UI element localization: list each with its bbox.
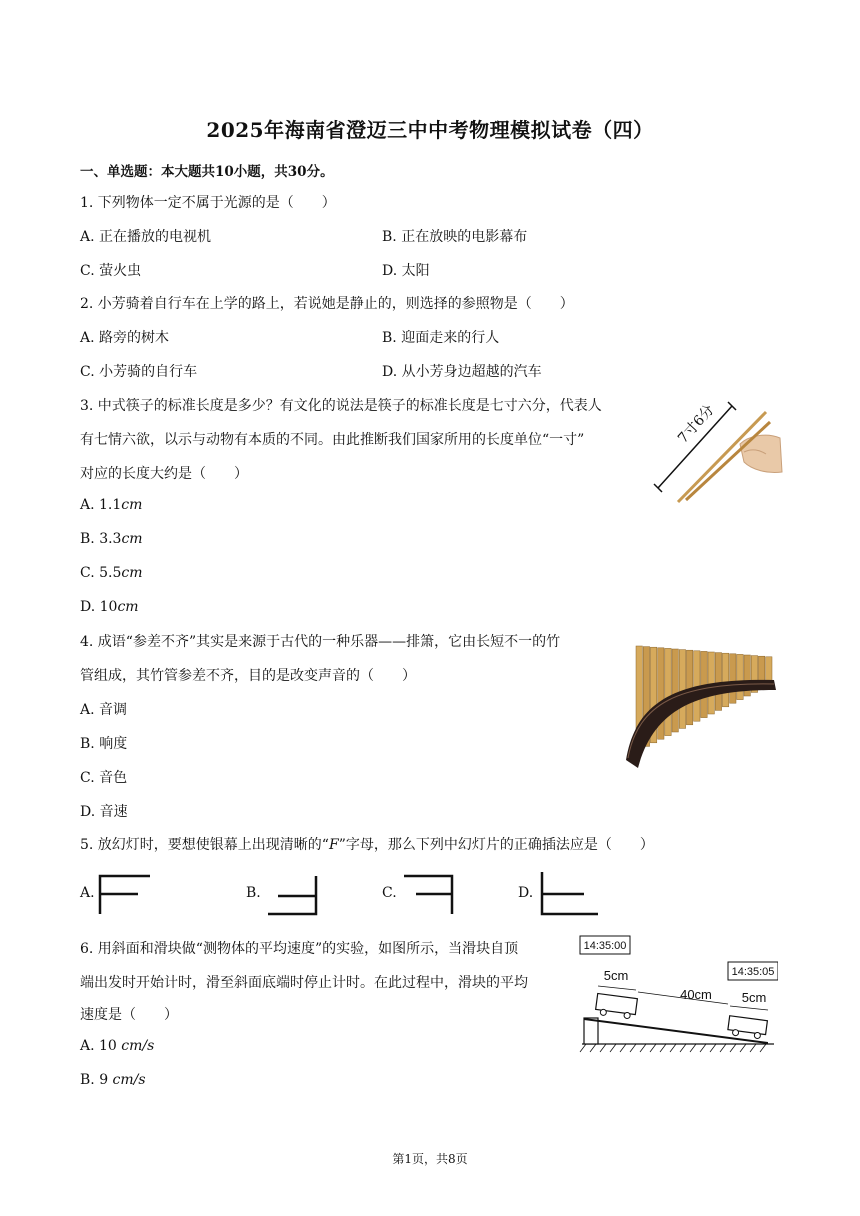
question-2-option-b: B. 迎面走来的行人 xyxy=(382,330,500,346)
end-time-label: 14:35:05 xyxy=(731,966,775,978)
question-3-option-a: A. 1.1cm xyxy=(80,497,143,513)
question-5-option-c: C. xyxy=(382,885,397,901)
question-6-line-3: 速度是（ ） xyxy=(80,1007,178,1023)
question-6-option-b: B. 9 cm/s xyxy=(80,1072,146,1088)
slide-option-c-icon xyxy=(400,872,460,916)
question-5-option-a: A. xyxy=(80,885,95,901)
question-3-line-3: 对应的长度大约是（ ） xyxy=(80,466,248,482)
question-3-line-1: 3. 中式筷子的标准长度是多少？有文化的说法是筷子的标准长度是七寸六分，代表人 xyxy=(80,398,602,414)
question-6-option-a: A. 10 cm/s xyxy=(80,1038,155,1054)
start-time-label: 14:35:00 xyxy=(583,940,627,952)
page-title: 2025年海南省澄迈三中中考物理模拟试卷（四） xyxy=(206,118,654,142)
question-4-option-d: D. 音速 xyxy=(80,804,128,820)
question-4-option-a: A. 音调 xyxy=(80,702,128,718)
question-5-stem: 5. 放幻灯时，要想使银幕上出现清晰的“F”字母，那么下列中幻灯片的正确插法应是（ ） xyxy=(80,837,654,853)
question-4-line-1: 4. 成语“参差不齐”其实是来源于古代的一种乐器——排箫，它由长短不一的竹 xyxy=(80,634,561,650)
question-1-option-b: B. 正在放映的电影幕布 xyxy=(382,229,528,245)
pan-flute-pipe xyxy=(715,653,721,711)
pan-flute-pipe xyxy=(737,654,743,699)
question-3-option-c: C. 5.5cm xyxy=(80,565,143,581)
question-6-line-2: 端出发时开始计时，滑至斜面底端时停止计时。在此过程中，滑块的平均 xyxy=(80,975,528,991)
slide-option-d-icon xyxy=(536,870,602,918)
question-4-option-c: C. 音色 xyxy=(80,770,128,786)
slide-option-a-icon xyxy=(94,872,154,916)
pan-flute-pipe xyxy=(665,648,671,735)
pan-flute-pipe xyxy=(730,654,736,703)
page-footer: 第1页，共8页 xyxy=(392,1152,468,1166)
block-length-label-1: 5cm xyxy=(603,968,629,983)
question-1-option-c: C. 萤火虫 xyxy=(80,263,142,279)
block-length-label-2: 5cm xyxy=(741,990,767,1005)
pan-flute-pipe xyxy=(672,649,678,732)
question-1-option-a: A. 正在播放的电视机 xyxy=(80,229,212,245)
chopsticks-figure xyxy=(648,392,784,504)
slide-option-b-icon xyxy=(264,872,324,916)
question-5-option-d: D. xyxy=(518,885,534,901)
chopsticks-length-label: 7寸6分 xyxy=(675,401,718,447)
question-3-line-2: 有七情六欲，以示与动物有本质的不同。由此推断我们国家所用的长度单位“一寸” xyxy=(80,432,585,448)
question-4-option-b: B. 响度 xyxy=(80,736,128,752)
question-2-stem: 2. 小芳骑着自行车在上学的路上，若说她是静止的，则选择的参照物是（ ） xyxy=(80,296,574,312)
question-2-option-a: A. 路旁的树木 xyxy=(80,330,170,346)
distance-label: 40cm xyxy=(680,987,712,1002)
question-3-option-b: B. 3.3cm xyxy=(80,531,143,547)
pan-flute-pipe xyxy=(722,653,728,707)
pan-flute-pipe xyxy=(679,650,685,729)
question-5-option-b: B. xyxy=(246,885,261,901)
question-3-option-d: D. 10cm xyxy=(80,599,139,615)
pan-flute-figure xyxy=(618,640,782,770)
question-6-line-1: 6. 用斜面和滑块做“测物体的平均速度”的实验，如图所示，当滑块自顶 xyxy=(80,941,519,957)
question-4-line-2: 管组成，其竹管参差不齐，目的是改变声音的（ ） xyxy=(80,668,416,684)
section-heading: 一、单选题：本大题共10小题，共30分。 xyxy=(80,164,334,180)
question-1-stem: 1. 下列物体一定不属于光源的是（ ） xyxy=(80,195,336,211)
question-2-option-c: C. 小芳骑的自行车 xyxy=(80,364,198,380)
question-1-option-d: D. 太阳 xyxy=(382,263,430,279)
incline-experiment-figure xyxy=(578,934,778,1054)
question-2-option-d: D. 从小芳身边超越的汽车 xyxy=(382,364,542,380)
